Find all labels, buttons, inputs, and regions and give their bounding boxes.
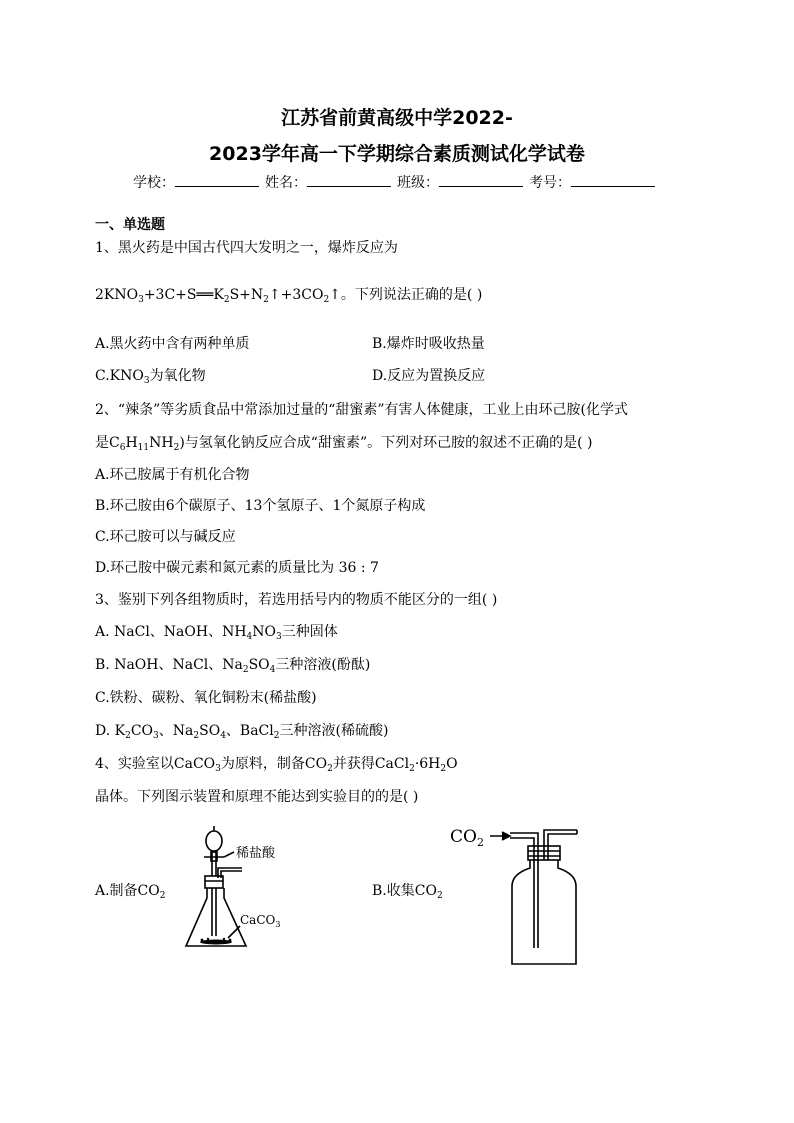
exam-no-blank[interactable] (571, 174, 655, 187)
caco3-label: CaCO$_3$ (240, 913, 281, 929)
school-label: 学校： (133, 175, 175, 191)
q3-stem: 3、鉴别下列各组物质时，若选用括号内的物质不能区分的一组( ) (95, 592, 498, 608)
gas-bottle (512, 860, 576, 964)
co2-inlet-label: $CO_2$ (450, 827, 484, 849)
exam-title-line2: 2023学年高一下学期综合素质测试化学试卷 (209, 143, 585, 165)
q1-option-c[interactable]: $C.KNO_3$为氧化物 (95, 368, 206, 386)
q2-stem-line2: 是$C_6H_{11}NH_2$)与氢氧化钠反应合成“甜蜜素”。下列对环己胺的叙述不正确的是( ) (95, 435, 593, 453)
q1-option-d[interactable]: D.反应为置换反应 (372, 368, 486, 384)
q3-option-d[interactable]: D. $K_2CO_3$、$Na_2SO_4$、BaCl$_2$三种溶液(稀硫酸) (95, 723, 389, 741)
q1-equation: $2KNO_3+3C+S══K_2S+N_2↑+3CO_2↑$。下列说法正确的是( ) (95, 287, 483, 305)
q4-option-b[interactable]: B.收集$CO_2$ (372, 883, 443, 901)
q4-option-a[interactable]: A.制备$CO_2$ (95, 883, 166, 901)
q1-option-a[interactable]: A.黑火药中含有两种单质 (95, 336, 250, 352)
q4-stem-line1: 4、实验室以CaCO$_3$为原料，制备$CO_2$并获得$CaCl_2\cdot 6H_2O$ (95, 756, 458, 774)
class-blank[interactable] (439, 174, 523, 187)
section-title: 一、单选题 (95, 217, 165, 233)
q4-stem-line2: 晶体。下列图示装置和原理不能达到实验目的的是( ) (95, 789, 419, 805)
class-label: 班级： (397, 175, 439, 191)
exam-no-label: 考号： (529, 175, 571, 191)
name-label: 姓名： (265, 175, 307, 191)
q1-option-b[interactable]: B.爆炸时吸收热量 (372, 336, 485, 352)
q3-option-a[interactable]: A. NaCl、NaOH、$NH_4NO_3$三种固体 (95, 624, 338, 642)
q3-option-c[interactable]: C.铁粉、碳粉、氧化铜粉末(稀盐酸) (95, 690, 317, 706)
student-info-row (0, 172, 794, 192)
school-blank[interactable] (175, 174, 259, 187)
caco3-solid (200, 940, 232, 945)
q2-option-d[interactable]: D.环己胺中碳元素和氮元素的质量比为 36 : 7 (95, 560, 379, 576)
q2-option-c[interactable]: C.环己胺可以与碱反应 (95, 529, 236, 545)
acid-label: 稀盐酸 (236, 846, 276, 861)
q1-stem: 1、黑火药是中国古代四大发明之一，爆炸反应为 (95, 240, 398, 256)
name-blank[interactable] (307, 174, 391, 187)
co2-collection-bottle (448, 822, 588, 972)
q2-option-b[interactable]: B.环己胺由6个碳原子、13个氢原子、1个氮原子构成 (95, 498, 426, 514)
funnel-bulb (206, 831, 222, 851)
exam-title-line1: 江苏省前黄高级中学2022- (281, 107, 513, 129)
q2-stem-line1: 2、“辣条”等劣质食品中常添加过量的“甜蜜素”有害人体健康，工业上由环己胺(化学式 (95, 402, 628, 418)
q2-option-a[interactable]: A.环己胺属于有机化合物 (95, 467, 250, 483)
co2-generation-apparatus (180, 826, 300, 952)
q3-option-b[interactable]: B. NaOH、NaCl、$Na_2SO_4$三种溶液(酚酞) (95, 657, 371, 675)
